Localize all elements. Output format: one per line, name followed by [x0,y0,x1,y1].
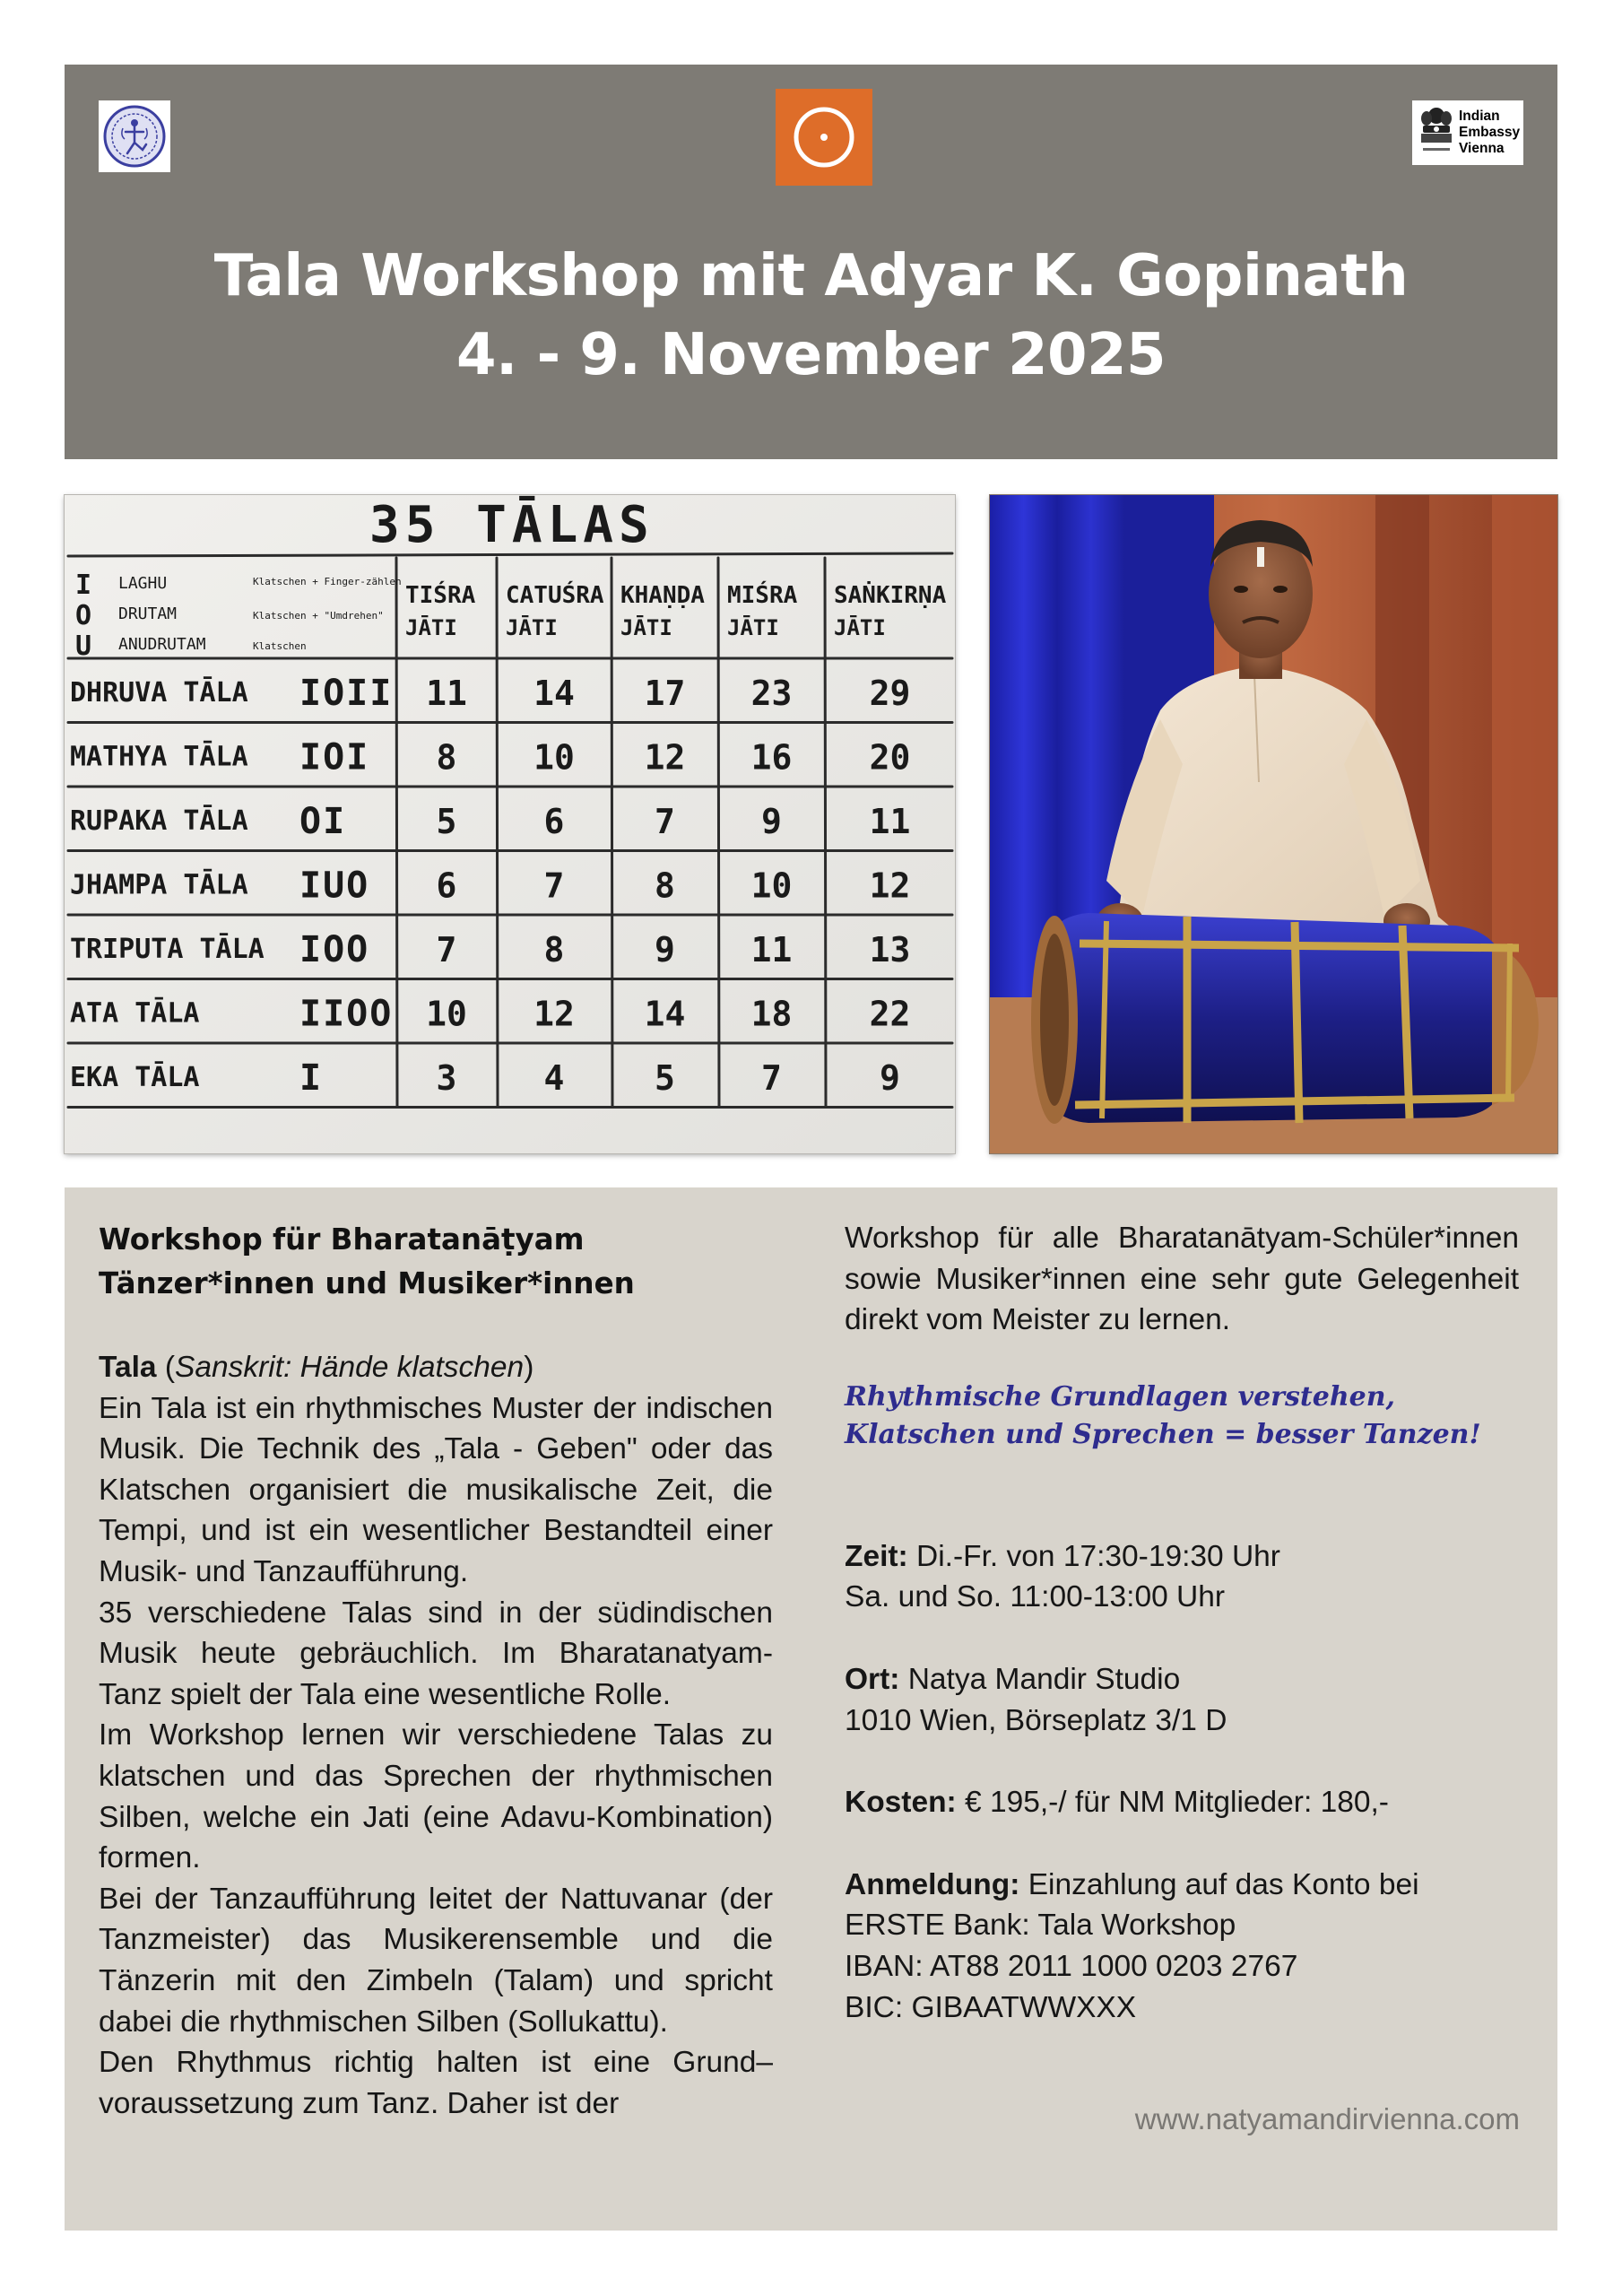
beat-count: 20 [869,737,911,778]
column-header-jati: SAṄKIRṆA [834,582,947,609]
beat-count: 23 [750,673,793,713]
website-link[interactable]: www.natyamandirvienna.com [1134,2102,1520,2135]
column-header-jati: MIŚRA [727,582,798,609]
tala-pattern: IUO [299,865,370,907]
beat-count: 12 [869,865,911,906]
beat-count: 11 [426,673,467,713]
iban: IBAN: AT88 2011 1000 0203 2767 [845,1949,1298,1983]
column-header-jati: TIŚRA [405,582,476,609]
paragraph: Im Workshop lernen wir verschiedene Talas zu klatschen und das Sprechen der rhythmischen Silben, welche ein Jati (eine Adavu-Kombination) formen. [99,1718,773,1875]
place-line-1: Natya Mandir Studio [907,1662,1181,1696]
legend-name: DRUTAM [118,604,178,623]
beat-count: 11 [869,801,911,841]
tala-definition: Tala (Sanskrit: Hände klatschen) [99,1351,534,1384]
signup-line-2: ERSTE Bank: Tala Workshop [845,1909,1236,1943]
chart-heading: 35 TĀLAS [369,496,655,554]
beat-count: 29 [869,673,911,713]
beat-count: 7 [761,1057,782,1098]
beat-count: 9 [655,929,675,970]
tala-name: DHRUVA TĀLA [70,676,248,709]
time-info [845,1536,1519,1618]
legend-symbol: U [75,631,92,662]
tala-name: JHAMPA TĀLA [70,869,248,901]
signup-info [845,1865,1519,2028]
legend-symbol: I [75,570,92,601]
beat-count: 8 [655,865,675,906]
chart-column-line [825,558,826,1108]
beat-count: 14 [644,994,686,1034]
tala-name: MATHYA TĀLA [70,741,248,773]
dancer-emblem-icon [101,103,168,170]
title-line-1: Tala Workshop mit Adyar K. Gopinath [213,243,1409,309]
tala-pattern: I [299,1057,324,1099]
header-banner [65,65,1557,459]
beat-count: 22 [869,994,911,1034]
musician-photo [990,495,1557,1153]
tala-pattern: IOII [299,672,394,714]
beat-count: 18 [750,994,793,1034]
paragraph: Den Rhythmus richtig halten ist eine Grund–voraussetzung zum Tanz. Daher ist der [99,2046,773,2120]
column-header-jati: KHAṆḌA [620,582,705,609]
circle-dot-icon [788,101,860,173]
beat-count: 8 [543,929,565,970]
indian-embassy-logo [1412,100,1523,165]
musician-with-mridangam-illustration [990,495,1557,1153]
tala-chart-photo [65,495,955,1153]
tala-pattern: OI [299,800,347,842]
cost-label: Kosten: [845,1786,957,1820]
time-line-2: Sa. und So. 11:00-13:00 Uhr [845,1580,1226,1614]
description-column [99,1218,773,2124]
beat-count: 9 [761,801,782,841]
time-label: Zeit: [845,1539,908,1573]
cost-value: € 195,-/ für NM Mitglieder: 180,- [965,1786,1389,1820]
beat-count: 7 [543,865,565,906]
tala-name: RUPAKA TĀLA [70,804,248,837]
beat-count: 17 [644,673,686,713]
dancer-emblem-logo [99,100,170,172]
beat-count: 13 [869,929,911,970]
place-line-2: 1010 Wien, Börseplatz 3/1 D [845,1703,1227,1737]
details-column [845,1218,1519,2028]
description-text [99,1347,773,2124]
column-header-jati: JĀTI [727,615,779,640]
beat-count: 10 [533,737,575,778]
tala-name: EKA TĀLA [70,1061,200,1093]
beat-count: 6 [436,865,457,906]
ashoka-emblem-icon [1416,103,1457,162]
time-line-1: Di.-Fr. von 17:30-19:30 Uhr [916,1539,1280,1573]
beat-count: 14 [533,673,575,713]
legend-name: ANUDRUTAM [118,635,206,654]
beat-count: 11 [750,929,793,970]
title-line-2: 4. - 9. November 2025 [455,322,1167,388]
chart-column-line [497,558,498,1108]
paragraph: Bei der Tanzaufführung leitet der Nattuvanar (der Tanzmeister) das Musikerensemble und die Tänzerin mit den Zimbeln (Talam) und spricht dabei die rhythmischen Silben (Sollukattu). [99,1882,773,2039]
beat-count: 12 [644,737,686,778]
tala-term: Tala [99,1351,157,1384]
column-header-jati: JĀTI [834,615,886,640]
beat-count: 7 [436,929,457,970]
tala-name: TRIPUTA TĀLA [70,933,265,965]
info-panel [65,1187,1557,2231]
page-title [65,237,1557,395]
tala-chart [65,495,955,1153]
legend-note: Klatschen + Finger-zählen [253,576,402,587]
chart-column-line [396,558,397,1108]
legend-symbol: O [75,600,92,631]
beat-count: 9 [880,1057,900,1098]
tala-pattern: IOI [299,736,370,778]
beat-count: 12 [533,994,575,1034]
beat-count: 5 [655,1057,675,1098]
beat-count: 4 [543,1057,565,1098]
beat-count: 6 [543,801,565,841]
signup-line-1: Einzahlung auf das Konto bei [1028,1867,1419,1901]
beat-count: 16 [750,737,793,778]
chart-column-line [718,558,719,1108]
paragraph: Ein Tala ist ein rhythmisches Muster der indischen Musik. Die Technik des „Tala - Geben" oder das Klatschen organisiert die musikalische Zeit, die Tempi, und ist ein wesentlicher Bestandteil einer Musik- und Tanzaufführung. [99,1391,773,1588]
tala-gloss: Sanskrit: Hände klatschen [175,1351,525,1384]
signup-label: Anmeldung: [845,1867,1020,1901]
beat-count: 7 [655,801,675,841]
intro-text: Workshop für alle Bharatanātyam-Schüler*innen sowie Musiker*innen eine sehr gute Gelegenheit direkt vom Meister zu lernen. [845,1222,1519,1337]
beat-count: 3 [436,1057,457,1098]
bic: BIC: GIBAATWWXXX [845,1990,1137,2024]
natya-mandir-logo [776,89,872,186]
legend-note: Klatschen [253,640,307,652]
column-header-jati: JĀTI [620,615,672,640]
column-header-jati: CATUŚRA [506,582,604,609]
tala-pattern: IOO [299,928,370,970]
beat-count: 10 [426,994,467,1034]
embassy-logo-text: Indian Embassy Vienna [1459,109,1521,156]
place-info [845,1659,1519,1741]
beat-count: 10 [750,865,793,906]
workshop-heading: Workshop für Bharatanāṭyam Tänzer*innen und Musiker*innen [99,1222,635,1300]
legend-name: LAGHU [118,574,168,593]
legend-note: Klatschen + "Umdrehen" [253,610,384,622]
cost-info [845,1782,1519,1823]
beat-count: 8 [436,737,457,778]
beat-count: 5 [436,801,457,841]
column-header-jati: JĀTI [405,615,457,640]
tala-pattern: IIOO [299,993,394,1035]
column-header-jati: JĀTI [506,615,558,640]
place-label: Ort: [845,1662,900,1696]
tala-name: ATA TĀLA [70,997,200,1030]
motto-text: Rhythmische Grundlagen verstehen, Klatschen und Sprechen = besser Tanzen! [845,1380,1481,1450]
paragraph: 35 verschiedene Talas sind in der südindischen Musik heute gebräuchlich. Im Bharatanatyam-Tanz spielt der Tala eine wesentliche Rolle. [99,1596,773,1711]
